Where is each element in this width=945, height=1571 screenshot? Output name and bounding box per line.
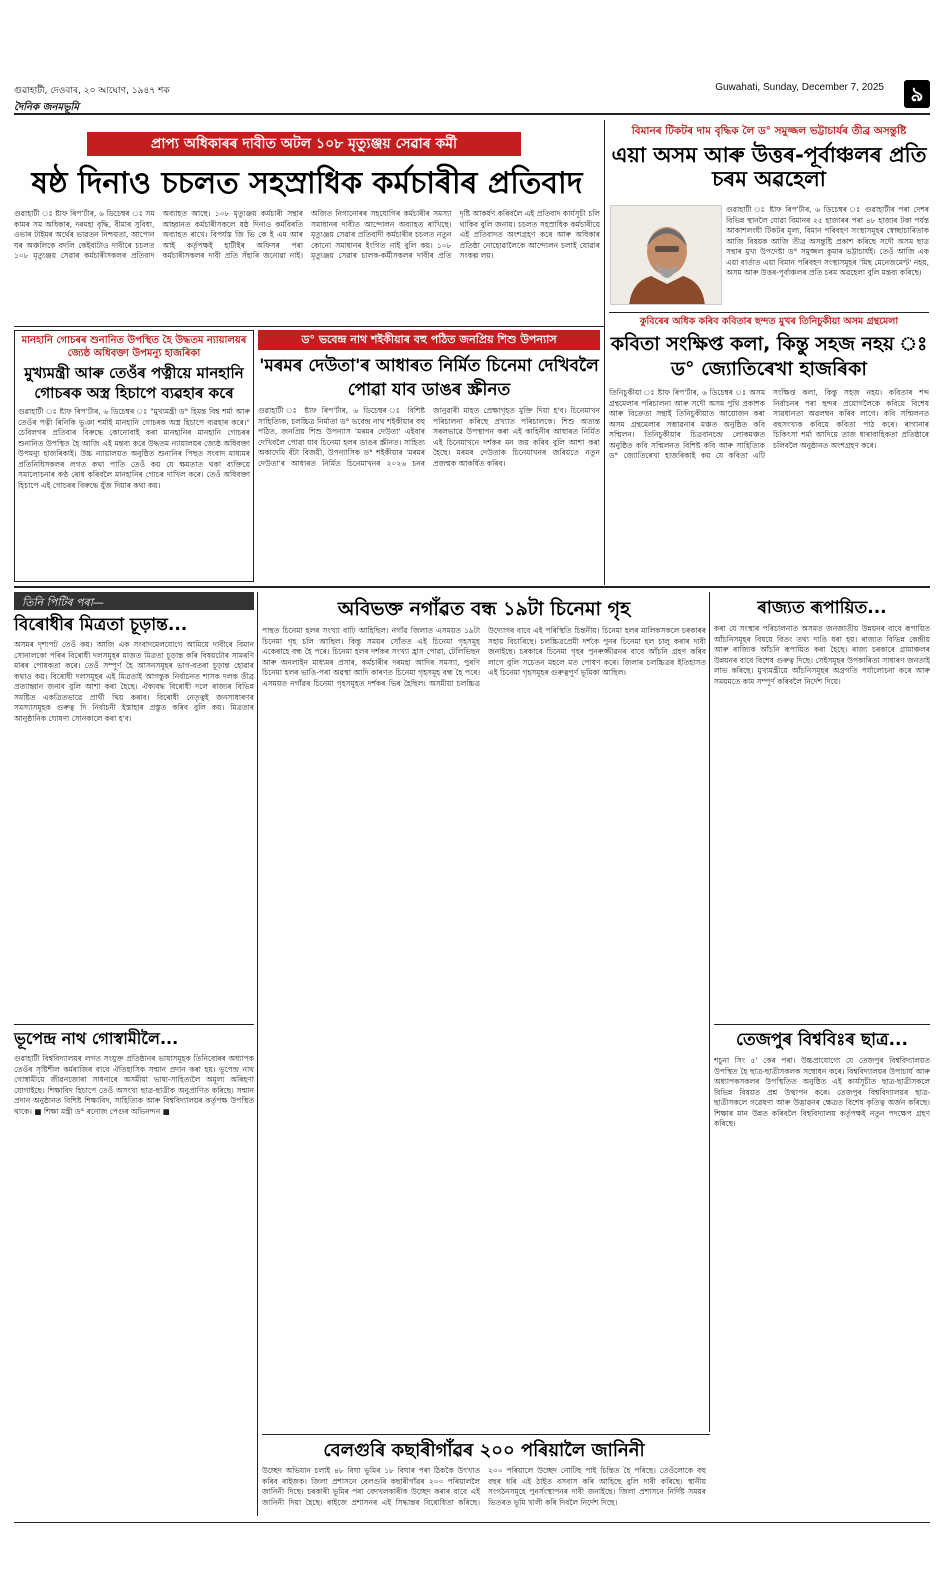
continued-section-tag: তিনি পিটিৰ পৰা— <box>14 592 254 610</box>
rule-mid-section <box>14 586 930 588</box>
col3b-headline: তেজপুৰ বিশ্ববিঃৰ ছাত্ৰ... <box>736 1030 908 1050</box>
story2-kicker: বিমানৰ টিকটৰ দাম বৃদ্ধিক লৈ ড° সমুজ্জল ভট্টাচাৰ্যৰ তীব্ৰ অসন্তুষ্টি <box>631 125 907 137</box>
col1b-body: গুৱাহাটী বিশ্ববিদ্যালয়ৰ লগত সংযুক্ত প্ৰতিষ্ঠানৰ ভাষাসমূহক তিনিবোৰৰ অধ্যাপক তেওঁৰ সৃষ্টিশীল কৰ্মৰাজিৰ বাবে ঐতিহাসিক সন্মান প্ৰদান কৰা হয়। ভূপেন্দ্ৰ নাথ গোস্বামীয়ে জীৱনজোৰা সাধনাৰে অসমীয়া ভাষা-সাহিত্যলৈ অমূল্য অৰিহণা যোগাইছে। শিক্ষাবিদ হিচাপে তেওঁ অসংখ্য ছাত্ৰ-ছাত্ৰীক অনুপ্ৰাণিত কৰিছে। সন্মান প্ৰদান অনুষ্ঠানত বিশিষ্ট শিক্ষাবিদ, সাহিত্যিক আৰু বিশ্ববিদ্যালয়ৰ কৰ্তৃপক্ষ উপস্থিত থাকে। ■ শিক্ষা মন্ত্ৰী ড° ৰনোজ পেগুৰ অভিনন্দন ■ <box>14 1054 254 1116</box>
story3-kicker: মানহানি গোচৰৰ শুনানিত উপস্থিত হৈ উদ্ধতম ন্যায়ালয়ৰ জ্যেষ্ঠ অধিবক্তা উপমন্যু হাজৰিকা <box>21 335 247 359</box>
rule-col1-mid <box>14 1024 254 1025</box>
col1b-headline: ভূপেন্দ্ৰ নাথ গোস্বামীলৈ... <box>14 1029 179 1048</box>
story2-body: গুৱাহাটী ঃ ষ্টাফ ৰিপ'ৰ্টাৰ, ৬ ডিচেম্বৰ ঃ গুৱাহাটীৰ পৰা দেশৰ বিভিন্ন স্থানলৈ যোৱা বিমানৰ ২৫ হাজাৰৰ পৰা ৪৮ হাজাৰ টকা পৰ্যন্ত আকাশলংঘী টিকটৰ মূল্য, বিমান পৰিবহণ সংস্থাসমূহৰ স্বেচ্ছাচাৰিতাক আজি বিষয়ক আজি তীব্ৰ অসন্তুষ্টি প্ৰকাশ কৰিছে সদৌ অসম ছাত্ৰ সন্থাৰ মুখ্য উপদেষ্টা ড° সমুজ্জল কুমাৰ ভট্টাচাৰ্যই। তেওঁ আজি এক এয়া বাৰ্তাত এয়া বিমান পৰিবহণ সংস্থাসমূহৰ 'মিছ মেনেজমেণ্ট' নহয়, অসম আৰু উত্তৰ-পূৰ্বাঞ্চলৰ প্ৰতি চৰম অৱহেলা বুলি মন্তব্য কৰিছে। <box>726 205 929 277</box>
header-rule <box>14 113 930 115</box>
page-number: ৯ <box>904 80 930 108</box>
story4-body: গুৱাহাটী ঃ ষ্টাফ ৰিপ'ৰ্টাৰ, ৬ ডিচেম্বৰ ঃ বিশিষ্ট সাহিত্যিক, চলচ্চিত্ৰ নিৰ্মাতা ড° ভবেন্দ্ৰ নাথ শইকীয়াৰ বহু পঠিত, জনপ্ৰিয় শিশু উপন্যাস 'মৰমৰ দেউতা' এইবাৰ দেখিবলৈ পোৱা যাব চিনেমা হলৰ ডাঙৰ স্ক্ৰীনত। সাহিত্য অকাদেমি বঁটা বিজয়ী, উপন্যাসিক ড° শইকীয়াৰ 'মৰমৰ দেউতা'ৰ আধাৰত নিৰ্মিত চিনেমাখনৰ ২০২৬ চনৰ জানুৱাৰী মাহত প্ৰেক্ষাগৃহত মুক্তি দিয়া হ'ব। চিনেমাখন পৰিচালনা কৰিছে প্ৰখ্যাত পৰিচালকে। শিশু অত্যন্ত সৰলভাৱে উপস্থাপন কৰা এই কাহিনীৰ আধাৰত নিৰ্মিত এই চিনেমাখনে দৰ্শকৰ মন জয় কৰিব বুলি আশা কৰা হৈছে। মৰমৰ দেউতাক চিনেমাখনৰ জৰিয়তে নতুন প্ৰজন্মক আকৰ্ষিত কৰিব। <box>258 406 600 468</box>
rule-story2-bottom <box>609 312 929 313</box>
vertical-rule-col2 <box>709 592 710 1432</box>
story1-headline: ষষ্ঠ দিনাও চচলত সহস্ৰাধিক কৰ্মচাৰীৰ প্ৰতিবাদ <box>31 166 583 201</box>
col2-headline: অবিভক্ত নগাঁৱত বন্ধ ১৯টা চিনেমা গৃহ <box>337 598 631 620</box>
page-bottom-rule <box>14 1522 930 1523</box>
col3-body: কৰা যে সংস্থাৰ পৰিচালনাত অসমত জনজাতীয় উন্নয়নৰ বাবে ৰূপায়িত আঁচনিসমূহৰ বিষয়ে বিতং তথ্য দাঙি ধৰা হয়। ৰাজ্যত বিভিন্ন কেন্দ্ৰীয় আৰু ৰাজ্যিক আঁচনি ৰূপায়িত কৰা হৈছে। ৰাজ্য চৰকাৰে গ্ৰামাঞ্চলৰ উন্নয়নৰ বাবে বিশেষ গুৰুত্ব দিছে। সেইসমূহৰ উপকাৰিতা সাধাৰণ জনতাই লাভ কৰিছে। মুখ্যমন্ত্ৰীয়ে আঁচনিসমূহৰ অগ্ৰগতি পৰ্যালোচনা কৰে আৰু সময়মতে কাম সম্পূৰ্ণ কৰিবলৈ নিৰ্দেশ দিয়ে। <box>714 624 930 686</box>
masthead: দৈনিক জনমভূমি <box>14 102 79 113</box>
vertical-rule-right-top <box>604 120 605 585</box>
col3-headline: ৰাজ্যত ৰূপায়িত... <box>757 598 887 618</box>
story5-kicker: কুবিৰেৰ অধিক কৰিব কবিতাৰ ছন্দত মুখৰ তিনিচুকীয়া অসম গ্ৰন্থমেলা <box>639 316 899 327</box>
story2-headline: এয়া অসম আৰু উত্তৰ-পূৰ্বাঞ্চলৰ প্ৰতি চৰম অৱহেলা <box>611 143 927 192</box>
col1a-headline: বিৰোধীৰ মিত্ৰতা চূড়ান্ত... <box>14 615 188 635</box>
story3-body: গুৱাহাটী ঃ ষ্টাফ ৰিপ'ৰ্টাৰ, ৬ ডিচেম্বৰ ঃ "মুখ্যমন্ত্ৰী ড° হিমন্ত বিশ্ব শৰ্মা আৰু তেওঁৰ পত্নী ৰিনিকি ভূঞা শৰ্মাই মানহানি গোচৰক অস্ত্ৰ হিচাপে ব্যৱহাৰ কৰে।" চেবিলগৰ প্ৰতিবাৰ বিৰুদ্ধে কোনোবাই কৰা মানহানিৰ মানহানি গোচৰৰ শুনানিত উপস্থিত হৈ আজি এই মন্তব্য কৰে উদ্ধতম ন্যায়ালয়ৰ জ্যেষ্ঠ অধিবক্তা উপমন্যু হাজৰিকাই। উচ্চ ন্যায়ালয়ত অনুষ্ঠিত শুনানিৰ পিছত সংবাদ মাধ্যমৰ প্ৰতিনিধিসকলৰ লগত কথা পাতি তেওঁ কয় যে ক্ষমতাত থকা ব্যক্তিয়ে সমালোচনাৰ কণ্ঠ ৰোধ কৰিবলৈ মানহানিৰ গোচৰ দাখিল কৰে। তেওঁ অধিবক্তা হিচাপে এই গোচৰৰ বিৰুদ্ধে যুঁজ দিয়াৰ কথা কয়। <box>18 407 250 490</box>
vertical-rule-col1 <box>257 592 258 1516</box>
story3-box <box>14 330 254 582</box>
story2-photo <box>610 205 722 305</box>
story5-headline: কবিতা সংক্ষিপ্ত কলা, কিন্তু সহজ নহয় ঃ ড° জ্যোতিৰেখা হাজৰিকা <box>610 333 928 380</box>
rule-col3-mid <box>714 1024 930 1025</box>
col3b-body: শচুনা সিং ৫' কেৰ পৰা। উচ্চপ্ৰাযোগ্যে যে তেজপুৰ বিশ্ববিদ্যালয়ত উপস্থিত হৈ ছাত্ৰ-ছাত্ৰীসকলক সম্বোধন কৰে। বিশ্ববিদ্যালয়ৰ উপাচাৰ্য আৰু অধ্যাপকসকলৰ উপস্থিতিত অনুষ্ঠিত এই কাৰ্যসূচীত ছাত্ৰ-ছাত্ৰীসকলে বিভিন্ন বিষয়ত প্ৰশ্ন উত্থাপন কৰে। তেজপুৰ বিশ্ববিদ্যালয়ৰ ছাত্ৰ-ছাত্ৰীসকলে গৱেষণা আৰু উদ্ভাৱনৰ ক্ষেত্ৰত বিশেষ কৃতিত্ব অৰ্জন কৰিছে। শিক্ষাৰ মান উন্নত কৰিবলৈ বিশ্ববিদ্যালয় কৰ্তৃপক্ষই নতুন পদক্ষেপ গ্ৰহণ কৰিছে। <box>714 1056 930 1128</box>
story1-kicker: প্ৰাপ্য অধিকাৰৰ দাবীত অটল ১০৮ মৃত্যুঞ্জয় সেৱাৰ কৰ্মী <box>87 132 521 156</box>
right-dateline: Guwahati, Sunday, December 7, 2025 <box>715 82 884 93</box>
bottom-headline: বেলগুৰি কছাৰীগাঁৱৰ ২০০ পৰিয়ালৈ জানিনী <box>323 1440 645 1461</box>
story4-headline: 'মৰমৰ দেউতা'ৰ আধাৰত নিৰ্মিত চিনেমা দেখিবলৈ পোৱা যাব ডাঙৰ স্ক্ৰীনত <box>259 356 599 400</box>
story4-kicker: ড° ভবেন্দ্ৰ নাথ শইকীয়াৰ বহু পঠিত জনপ্ৰিয় শিশু উপন্যাস <box>258 330 600 350</box>
col2-body: পাছত চিনেমা হলৰ সংখ্যা বাঢ়ি আহিছিল। নগাঁৱ জিলাত এসময়ত ১৯টা চিনেমা গৃহ চলি আছিল। কিন্তু সময়ৰ সোঁতত এই চিনেমা গৃহসমূহ একেৰাহে বন্ধ হৈ পৰে। চিনেমা হলৰ দৰ্শকৰ সংখ্যা হ্ৰাস পোৱা, টেলিভিছন আৰু অনলাইন মাধ্যমৰ প্ৰসাৰ, কৰ্মচাৰীৰ দৰমহা আদিৰ সমস্যা, পুৰণি চিনেমা হলৰ ভাঙি-পৰা অৱস্থা আদি কাৰণত চিনেমা গৃহসমূহ বন্ধ হৈ পৰে। এসময়ত নগাঁৱৰ চিনেমা গৃহসমূহত দৰ্শকৰ ভিৰ হৈছিল। অসমীয়া চলচ্চিত্ৰ উদ্যোগৰ বাবে এই পৰিস্থিতি চিন্তনীয়। চিনেমা হলৰ মালিকসকলে চৰকাৰৰ সহায় বিচাৰিছে। চলচ্চিত্ৰপ্ৰেমী দৰ্শকে পুনৰ চিনেমা হল চালু কৰাৰ দাবী জনাইছে। চৰকাৰে চিনেমা গৃহৰ পুনৰুজ্জীৱনৰ বাবে আঁচনি গ্ৰহণ কৰিব লাগে বুলি সচেতন মহলে মত পোষণ কৰে। জিলাৰ চলচ্চিত্ৰৰ ইতিহাসত এই চিনেমা গৃহসমূহৰ গুৰুত্বপূৰ্ণ ভূমিকা আছিল। <box>262 626 706 688</box>
rule-story1-bottom <box>14 326 604 327</box>
left-dateline: গুৱাহাটী, দেওবাৰ, ২০ আঘোণ, ১৯৪৭ শক <box>14 86 170 96</box>
story3-headline: মুখ্যমন্ত্ৰী আৰু তেওঁৰ পত্নীয়ে মানহানি গোচৰক অস্ত্ৰ হিচাপে ব্যৱহাৰ কৰে <box>24 364 244 402</box>
page-header <box>14 80 930 112</box>
col1a-body: অসমৰ দৃশ্যপট তেওঁ কয়। আজি এক সংবাদমেলযোগে আমিয়ে দাবীৰে বিমান সোনালকো পৰিৰ বিৰোধী দলসমূহৰ মাজত মিত্ৰতা চূড়ান্ত কৰি বিষয়টোৰ সামৰণি মাৰৰ পোষকতা কৰে। তেওঁ সম্পূৰ্ণ হৈ আসনসমূহৰ ভাগ-বতৰা চূড়ান্ত হোৱাৰ কথাও কয়। বিৰোধী দলসমূহৰ এই মিত্ৰতাই আগন্তুক নিৰ্বাচনত শাসক দলক তীব্ৰ প্ৰত্যাহ্বান জনাব বুলি আশা কৰা হৈছে। ঐক্যবদ্ধ বিৰোধী দলে ৰাজ্যৰ বিভিন্ন সমষ্টিত একত্ৰিতভাৱে প্ৰাৰ্থী থিয় কৰাব। বিৰোধী নেতৃত্বই জনসাধাৰণৰ সমস্যাসমূহক গুৰুত্ব দি নিৰ্বাচনী ইস্তাহাৰ প্ৰস্তুত কৰিব বুলি কয়। মিত্ৰতাৰ আনুষ্ঠানিক ঘোষণা সোনকালে কৰা হ'ব। <box>14 640 254 723</box>
story5-body: তিনিচুকীয়া ঃ ষ্টাফ ৰিপ'ৰ্টাৰ, ৬ ডিচেম্বৰ ঃ অসম গ্ৰন্থমেলাৰ পৰিচালনা আৰু সদৌ অসম পুথি প্ৰকাশক আৰু বিক্ৰেতা সন্থাই তিনিচুকীয়াত আয়োজন কৰা অসম গ্ৰন্থমেলাৰ সম্ভাৱনাৰ মঞ্চত অনুষ্ঠিত কবি সন্মিলন। তিনিচুকীয়াৰ চিত্ৰবানচন্দ্ৰ লোকমঞ্চত অনুষ্ঠিত কবি সন্মিলনত বিশিষ্ট কবি আৰু সাহিত্যিক ড° জ্যোতিৰেখা হাজৰিকাই কয় যে কবিতা এটি সংক্ষিপ্ত কলা, কিন্তু সহজ নহয়। কবিতাৰ শব্দ নিৰ্বাচনৰ পৰা ছন্দৰ প্ৰয়োগলৈকে কবিয়ে বিশেষ সাৱধানতা অৱলম্বন কৰিব লাগে। কবি সন্মিলনত বহুসংখ্যক কবিয়ে কবিতা পাঠ কৰে। ৰাগানাৰ চিকিৎসা শৰ্মা আদিয়ে তাজ ধাৰাবাহিকতা প্ৰতিষ্ঠাৰে চলিবলৈ অনুষ্ঠানত অংশগ্ৰহণ কৰে। <box>609 388 929 460</box>
rule-bottom-story <box>262 1434 710 1435</box>
story1-body: গুৱাহাটী ঃ ষ্টাফ ৰিপ'ৰ্টাৰ, ৬ ডিচেম্বৰ ঃ সম কামৰ সম অধিকাৰ, দৰমহা বৃদ্ধি, বীমাৰ সুবিধা, ওভাৰ টাইমৰ অৰ্থেৰ ভাৱতন নিশ্চয়তা, আপোন ঘৰ অঞ্চলিকে বদলি কেইবাটাও দাবীৰে চচলত ১০৮ মৃত্যুঞ্জয় সেৱাৰ কৰ্মচাৰীসকলৰ প্ৰতিবাদ অব্যাহত আছে। ১০৮ মৃত্যুঞ্জয় কৰ্মচাৰী সন্থাৰ আহ্বানত কৰ্মচাৰীসকলে ষষ্ঠ দিনাও কৰ্মবিৰতি অব্যাহত ৰাখে। বিপৰ্যস্ত জি ভি কে ই এম আৰ আই কৰ্তৃপক্ষই হাটীইৰ অফিসৰ পৰা কৰ্মচাৰীসকলৰ দাবী প্ৰতি সঁহাৰি জনোৱা নাই। অজিত নিগানোৰৰ সহযোগিৰ কৰ্মচাৰীৰ সমস্যা সমাধানৰ দাবীত আন্দোলন অব্যাহত ৰাখিছে। মৃত্যুঞ্জয় সেৱাৰ প্ৰতিবাদী কৰ্মচাৰীৰ চচলত নতুন কোনো সমাধানৰ ইংগিত নাই বুলি কয়। ১০৮ মৃত্যুঞ্জয় সেৱাৰ চালক-কৰ্মীসকলৰ দাবীৰ প্ৰতি দৃষ্টি আকৰ্ষণ কৰিবলৈ এই প্ৰতিবাদ কাৰ্যসূচী চলি থাকিব বুলি জনায়। চচলত সহস্ৰাধিক কৰ্মচাৰীয়ে এই প্ৰতিবাদত অংশগ্ৰহণ কৰে আৰু অধিকাৰ প্ৰতিষ্ঠা নোহোৱালৈকে আন্দোলন চলাই যোৱাৰ সংকল্প লয়। <box>14 209 600 260</box>
bottom-body: উচ্ছেদ অভিযান চলাই ৪৮ বিঘা ভূমিৰ ১৮ বিঘাৰ পৰা ঠিককৈ উৎখাত কৰিব ৰাইজক। জিলা প্ৰশাসনে বেলগুৰি কছাৰীগাঁৱৰ ২০০ পৰিয়াললৈ জানিনী দিছে। চৰকাৰী ভূমিৰ পৰা বেদখলকাৰীক উচ্ছেদ কৰাৰ বাবে এই জানিনী দিয়া হৈছে। ৰাইজে প্ৰশাসনৰ এই সিদ্ধান্তৰ বিৰোধিতা কৰিছে। ২০০ পৰিয়ালে উচ্ছেদ নোটিছ পাই চিন্তিত হৈ পৰিছে। তেওঁলোকে বহু বছৰ ধৰি এই ঠাইত বসবাস কৰি আহিছে বুলি দাবী কৰিছে। স্থানীয় সংগঠনসমূহে পুনৰ্সংস্থাপনৰ দাবী জনাইছে। জিলা প্ৰশাসনে নিৰ্দিষ্ট সময়ৰ ভিতৰত ভূমি খালী কৰি দিবলৈ নিৰ্দেশ দিছে। <box>262 1466 706 1507</box>
